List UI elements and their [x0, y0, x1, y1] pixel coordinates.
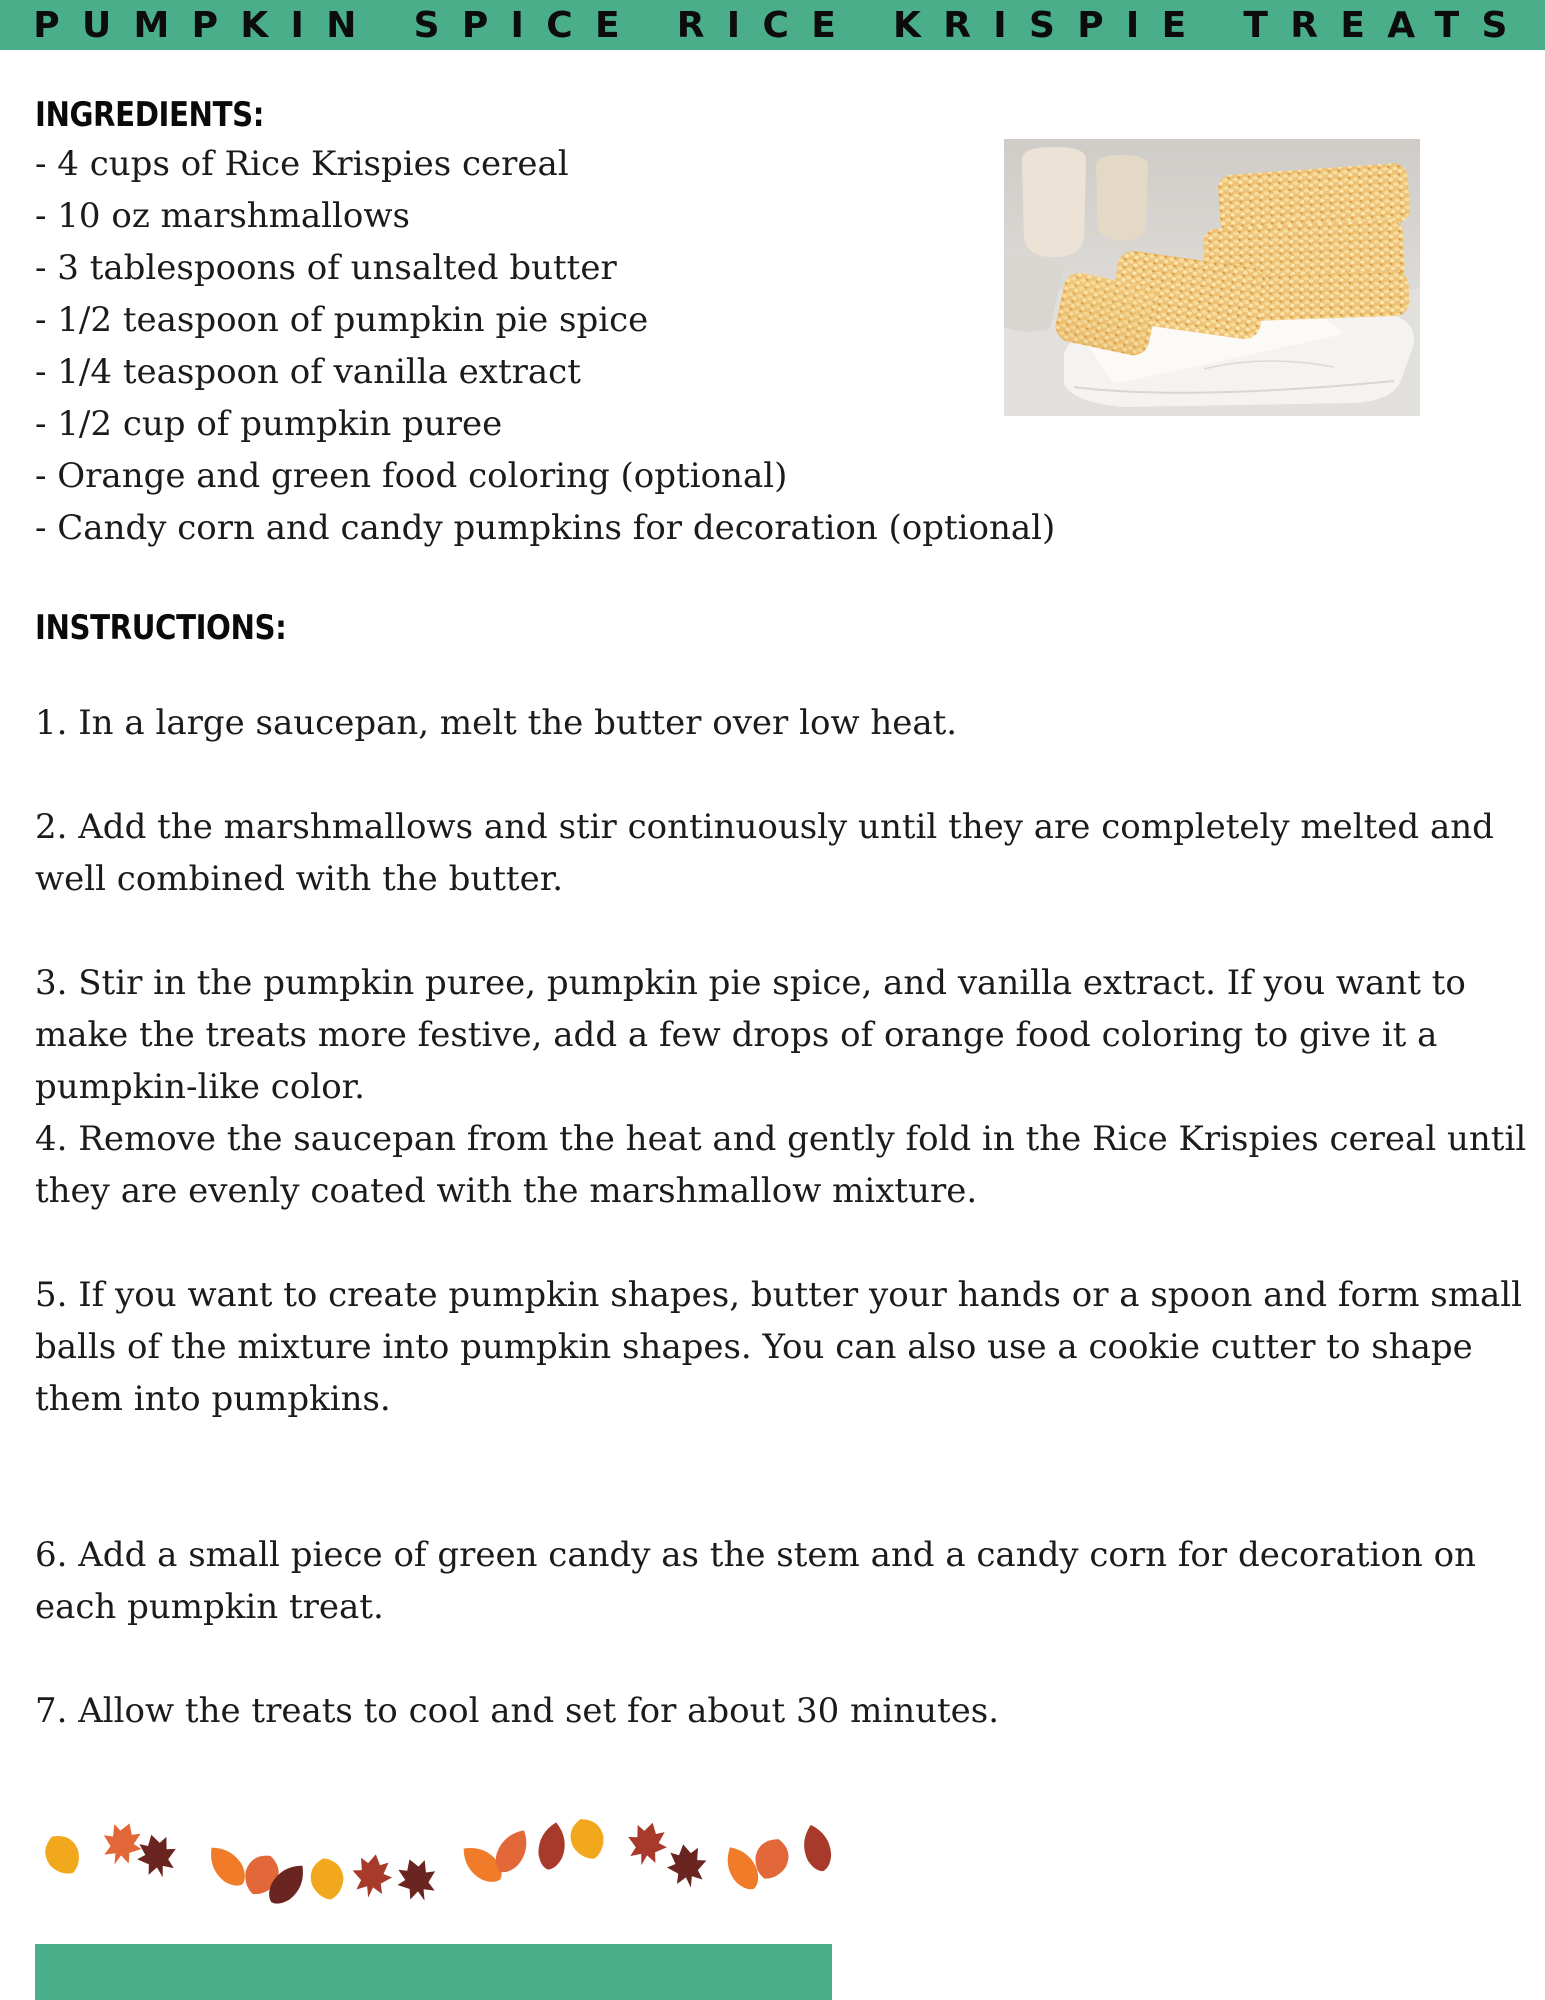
ingredient-item: - 3 tablespoons of unsalted butter — [35, 248, 617, 288]
instruction-step: 1. In a large saucepan, melt the butter over low heat. — [35, 703, 958, 743]
ingredient-item: - Candy corn and candy pumpkins for decoration (optional) — [35, 508, 1056, 548]
ingredient-item: - Orange and green food coloring (optional) — [35, 456, 788, 496]
footer-bar — [35, 1944, 832, 2000]
ingredient-item: - 1/2 cup of pumpkin puree — [35, 404, 503, 444]
instruction-step: 2. Add the marshmallows and stir continuously until they are completely melted and well combined with the butter. — [35, 807, 1494, 899]
instruction-step: 5. If you want to create pumpkin shapes, butter your hands or a spoon and form small balls of the mixture into pumpkin shapes. You can also use a cookie cutter to shape them into pumpkins. — [35, 1275, 1522, 1419]
ingredient-item: - 1/4 teaspoon of vanilla extract — [35, 352, 581, 392]
instructions-heading: INSTRUCTIONS: — [35, 608, 287, 648]
ingredient-list — [35, 138, 1055, 554]
instruction-step: 4. Remove the saucepan from the heat and gently fold in the Rice Krispies cereal until they are evenly coated with the marshmallow mixture. — [35, 1119, 1527, 1211]
ingredients-heading: INGREDIENTS: — [35, 95, 264, 135]
instruction-step: 3. Stir in the pumpkin puree, pumpkin pie spice, and vanilla extract. If you want to make the treats more festive, add a few drops of orange food coloring to give it a pumpkin-like color. — [35, 963, 1466, 1107]
ingredient-item: - 1/2 teaspoon of pumpkin pie spice — [35, 300, 649, 340]
instruction-step: 6. Add a small piece of green candy as the stem and a candy corn for decoration on each pumpkin treat. — [35, 1535, 1476, 1627]
ingredient-item: - 10 oz marshmallows — [35, 196, 410, 236]
page-title: PUMPKIN SPICE RICE KRISPIE TREATS — [33, 4, 1530, 46]
ingredient-item: - 4 cups of Rice Krispies cereal — [35, 144, 569, 184]
rice-krispie-treats-photo — [1004, 139, 1420, 416]
autumn-leaves-decoration — [32, 1796, 844, 1916]
instruction-step: 7. Allow the treats to cool and set for about 30 minutes. — [35, 1691, 1000, 1731]
